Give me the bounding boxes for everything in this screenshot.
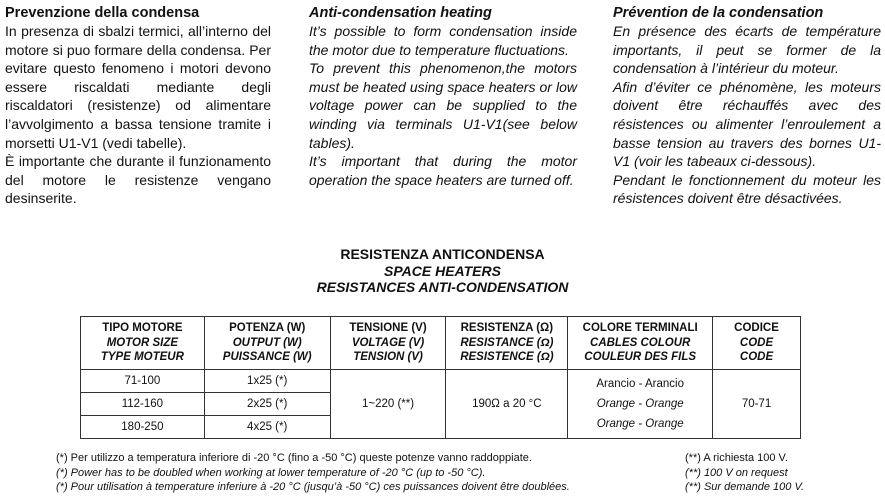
table-heading <box>0 246 885 296</box>
cell-power: 2x25 (*) <box>204 393 330 416</box>
note-voltage-en: (**) 100 V on request <box>685 466 788 479</box>
english-title: Anti-condensation heating <box>309 5 492 21</box>
cell-size: 180-250 <box>81 416 205 439</box>
english-body3: It’s important that during the motor operation the space heaters are turned off. <box>309 153 577 188</box>
colour-fr: Orange - Orange <box>596 418 684 430</box>
footnotes-power <box>56 451 570 495</box>
note-power-en: (*) Power has to be doubled when working at lower temperature of -20 °C (up to -50 °C). <box>56 466 486 479</box>
colour-it: Arancio - Arancio <box>596 378 684 390</box>
cell-cable-colour <box>568 370 713 439</box>
cell-resistance: 190Ω a 20 °C <box>446 370 568 439</box>
french-body: En présence des écarts de température importants, il peut se former de la condensation à l’intérieur du moteur. <box>613 23 881 77</box>
note-voltage-fr: (**) Sur demande 100 V. <box>685 481 805 493</box>
french-body2: Afin d’éviter ce phénomène, les moteurs doivent être réchauffés avec des résistences ou alimenter l’enroulement a basse tension au travers des bornes U1-V1 (voir les tabeaux ci-dessous). <box>613 78 881 170</box>
french-column <box>613 4 881 208</box>
english-body2: To prevent this phenomenon,the motors must be heated using space heaters or low voltage power can be supplied to the winding via terminals U1-V1(see below tables). <box>309 60 577 151</box>
english-column <box>309 4 577 189</box>
note-power-it: (*) Per utilizzo a temperatura inferiore di -20 °C (fino a -50 °C) queste potenze vanno raddoppiate. <box>56 452 532 464</box>
heading-it: RESISTENZA ANTICONDENSA <box>340 246 545 262</box>
colour-en: Orange - Orange <box>596 398 684 410</box>
cell-code: 70-71 <box>713 370 801 439</box>
table-header-row <box>81 317 801 370</box>
header-resistance: RESISTENZA (Ω) RESISTANCE (Ω) RESISTENCE (Ω) <box>446 317 568 370</box>
italian-column <box>5 4 271 208</box>
header-cable-colour: COLORE TERMINALI CABLES COLOUR COULEUR DES FILS <box>568 317 713 370</box>
note-power-fr: (*) Pour utilisation à temperature inferiure à -20 °C (jusqu’à -50 °C) ces puissances doivent être doublées. <box>56 481 570 493</box>
cell-voltage: 1~220 (**) <box>330 370 446 439</box>
header-code: CODICE CODE CODE <box>713 317 801 370</box>
header-voltage: TENSIONE (V) VOLTAGE (V) TENSION (V) <box>330 317 446 370</box>
cell-size: 71-100 <box>81 370 205 393</box>
italian-body: In presenza di sbalzi termici, all’interno del motore si puo formare della condensa. Per evitare questo fenomeno i motori devono essere riscaldati mediante degli riscaldatori (resistenze) od alimentare l’avvolgimento a bassa tensione tramite i morsetti U1-V1 (vedi tabelle). <box>5 23 271 151</box>
heading-en: SPACE HEATERS <box>384 262 501 279</box>
table-row <box>81 370 801 393</box>
french-title: Prévention de la condensation <box>613 5 824 21</box>
footnotes-voltage <box>685 451 804 495</box>
note-voltage-it: (**) A richiesta 100 V. <box>685 452 788 464</box>
header-motor-size: TIPO MOTORE MOTOR SIZE TYPE MOTEUR <box>81 317 205 370</box>
heading-fr: RESISTANCES ANTI-CONDENSATION <box>316 279 569 295</box>
english-body: It’s possible to form condensation inside the motor due to temperature fluctuations. <box>309 23 577 58</box>
italian-body2: È importante che durante il funzionamento del motore le resistenze vengano desinserite. <box>5 153 271 207</box>
cell-power: 4x25 (*) <box>204 416 330 439</box>
french-body3: Pendant le fonctionnement du moteur les résistences doivent être désactivées. <box>613 171 881 207</box>
cell-power: 1x25 (*) <box>204 370 330 393</box>
space-heaters-table <box>80 316 801 439</box>
header-power: POTENZA (W) OUTPUT (W) PUISSANCE (W) <box>204 317 330 370</box>
cell-size: 112-160 <box>81 393 205 416</box>
italian-title: Prevenzione della condensa <box>5 5 200 21</box>
